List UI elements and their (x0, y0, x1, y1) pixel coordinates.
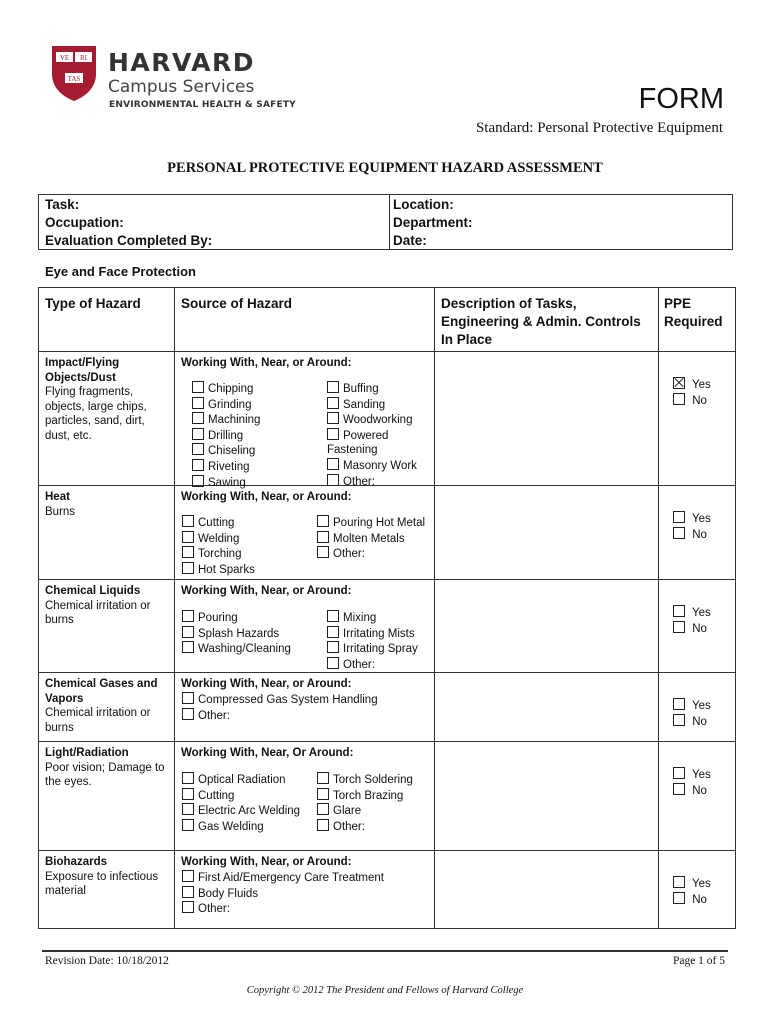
info-box (38, 194, 733, 250)
option-irritating-mists[interactable]: Irritating Mists (327, 626, 418, 642)
revision-date: Revision Date: 10/18/2012 (45, 955, 169, 967)
table-row: Heat Burns Working With, Near, or Around: Cutting Welding Torching Hot Sparks Pouring Hot Metal Molten Metals Other: Yes No (45, 491, 711, 576)
col-desc-header: Description of Tasks, Engineering & Admin. Controls In Place (441, 296, 641, 347)
option-torch-brazing[interactable]: Torch Brazing (317, 788, 413, 804)
option-cutting[interactable]: Cutting (182, 788, 300, 804)
option-riveting[interactable]: Riveting (192, 459, 260, 475)
ppe-yes-checkbox[interactable]: Yes (673, 698, 711, 714)
standard-name: Standard: Personal Protective Equipment (475, 120, 723, 136)
option-torch-soldering[interactable]: Torch Soldering (317, 772, 413, 788)
ppe-no-checkbox[interactable]: No (673, 393, 711, 409)
table-row: Chemical Liquids Chemical irritation or burns Working With, Near, or Around: Pouring Splash Hazards Washing/Cleaning Mixing Irritating Mists Irritating Spray Other: Yes No (45, 585, 711, 671)
footer-divider (42, 950, 728, 952)
ppe-no-checkbox[interactable]: No (673, 714, 711, 730)
option-body-fluids[interactable]: Body Fluids (182, 886, 384, 902)
col-type-header: Type of Hazard (45, 296, 141, 311)
shield-word-2: RI (80, 54, 87, 62)
org-name: HARVARD (108, 48, 256, 77)
table-row: Biohazards Exposure to infectious material Working With, Near, or Around: First Aid/Emergency Care Treatment Body Fluids Other: Yes No (45, 856, 711, 916)
table-row: Impact/Flying Objects/Dust Flying fragments, objects, large chips, particles, sand, dirt, dust, etc. Working With, Near, or Around: Chipping Grinding Machining Drilling Chiseling Riveting Sawing Buffing Sanding Woodworking Powered Fastening Masonry Work Other: Yes No (45, 357, 711, 489)
option-electric-arc-welding[interactable]: Electric Arc Welding (182, 803, 300, 819)
option-cutting[interactable]: Cutting (182, 515, 255, 531)
option-other[interactable]: Other: (317, 819, 413, 835)
option-machining[interactable]: Machining (192, 412, 260, 428)
option-other[interactable]: Other: (327, 657, 418, 673)
ppe-yes-checkbox[interactable]: Yes (673, 511, 711, 527)
source-heading: Working With, Near, Or Around: (181, 747, 354, 759)
unit-name: Campus Services (108, 77, 255, 97)
option-other[interactable]: Other: (317, 546, 425, 562)
evaluator-label[interactable]: Evaluation Completed By: (45, 233, 213, 248)
option-drilling[interactable]: Drilling (192, 428, 260, 444)
option-torching[interactable]: Torching (182, 546, 255, 562)
ppe-yes-checkbox[interactable]: Yes (673, 377, 711, 393)
ppe-yes-checkbox[interactable]: Yes (673, 767, 711, 783)
hazard-table (38, 287, 736, 929)
ppe-no-checkbox[interactable]: No (673, 892, 711, 908)
option-chipping[interactable]: Chipping (192, 381, 260, 397)
harvard-shield-logo (50, 44, 98, 102)
option-washing-cleaning[interactable]: Washing/Cleaning (182, 641, 291, 657)
task-label[interactable]: Task: (45, 197, 80, 212)
source-heading: Working With, Near, or Around: (181, 856, 352, 868)
option-molten-metals[interactable]: Molten Metals (317, 531, 425, 547)
ppe-no-checkbox[interactable]: No (673, 621, 711, 637)
option-first-aid[interactable]: First Aid/Emergency Care Treatment (182, 870, 384, 886)
col-source-header: Source of Hazard (181, 296, 293, 311)
option-pouring[interactable]: Pouring (182, 610, 291, 626)
source-heading: Working With, Near, or Around: (181, 585, 352, 597)
option-gas-welding[interactable]: Gas Welding (182, 819, 300, 835)
form-label: FORM (638, 83, 724, 115)
option-mixing[interactable]: Mixing (327, 610, 418, 626)
source-heading: Working With, Near, or Around: (181, 491, 352, 503)
option-other[interactable]: Other: (182, 901, 384, 917)
option-glare[interactable]: Glare (317, 803, 413, 819)
option-hot-sparks[interactable]: Hot Sparks (182, 562, 255, 578)
table-row: Light/Radiation Poor vision; Damage to the eyes. Working With, Near, Or Around: Optical Radiation Cutting Electric Arc Welding Gas Welding Torch Soldering Torch Brazing Glare Other: Yes No (45, 747, 711, 833)
option-masonry-work[interactable]: Masonry Work (327, 458, 417, 474)
option-sanding[interactable]: Sanding (327, 397, 417, 413)
option-buffing[interactable]: Buffing (327, 381, 417, 397)
page-title: PERSONAL PROTECTIVE EQUIPMENT HAZARD ASSESSMENT (167, 160, 603, 176)
page-number: Page 1 of 5 (672, 955, 725, 967)
occupation-label[interactable]: Occupation: (45, 215, 124, 230)
option-other[interactable]: Other: (182, 708, 378, 724)
date-label[interactable]: Date: (393, 233, 427, 248)
shield-word-1: VE (59, 54, 70, 62)
option-chiseling[interactable]: Chiseling (192, 443, 260, 459)
option-optical-radiation[interactable]: Optical Radiation (182, 772, 300, 788)
ppe-yes-checkbox[interactable]: Yes (673, 605, 711, 621)
option-welding[interactable]: Welding (182, 531, 255, 547)
copyright: Copyright © 2012 The President and Fellows of Harvard College (246, 985, 524, 996)
shield-word-3: TAS (67, 75, 81, 83)
ppe-no-checkbox[interactable]: No (673, 527, 711, 543)
option-grinding[interactable]: Grinding (192, 397, 260, 413)
option-splash-hazards[interactable]: Splash Hazards (182, 626, 291, 642)
ppe-no-checkbox[interactable]: No (673, 783, 711, 799)
dept-name: ENVIRONMENTAL HEALTH & SAFETY (109, 100, 296, 110)
department-label[interactable]: Department: (393, 215, 473, 230)
option-sawing[interactable]: Sawing (192, 475, 260, 491)
col-ppe-header: PPE Required (664, 296, 723, 329)
ppe-yes-checkbox[interactable]: Yes (673, 876, 711, 892)
source-heading: Working With, Near, or Around: (181, 357, 352, 369)
location-label[interactable]: Location: (393, 197, 454, 212)
option-powered-fastening[interactable]: Powered (327, 428, 417, 444)
option-other[interactable]: Other: (327, 474, 417, 490)
section-title: Eye and Face Protection (45, 264, 196, 279)
option-compressed-gas[interactable]: Compressed Gas System Handling (182, 692, 378, 708)
option-irritating-spray[interactable]: Irritating Spray (327, 641, 418, 657)
table-row: Chemical Gases and Vapors Chemical irritation or burns Working With, Near, or Around: Compressed Gas System Handling Other: Yes No (45, 678, 711, 734)
option-woodworking[interactable]: Woodworking (327, 412, 417, 428)
option-pouring-hot-metal[interactable]: Pouring Hot Metal (317, 515, 425, 531)
source-heading: Working With, Near, or Around: (181, 678, 352, 690)
